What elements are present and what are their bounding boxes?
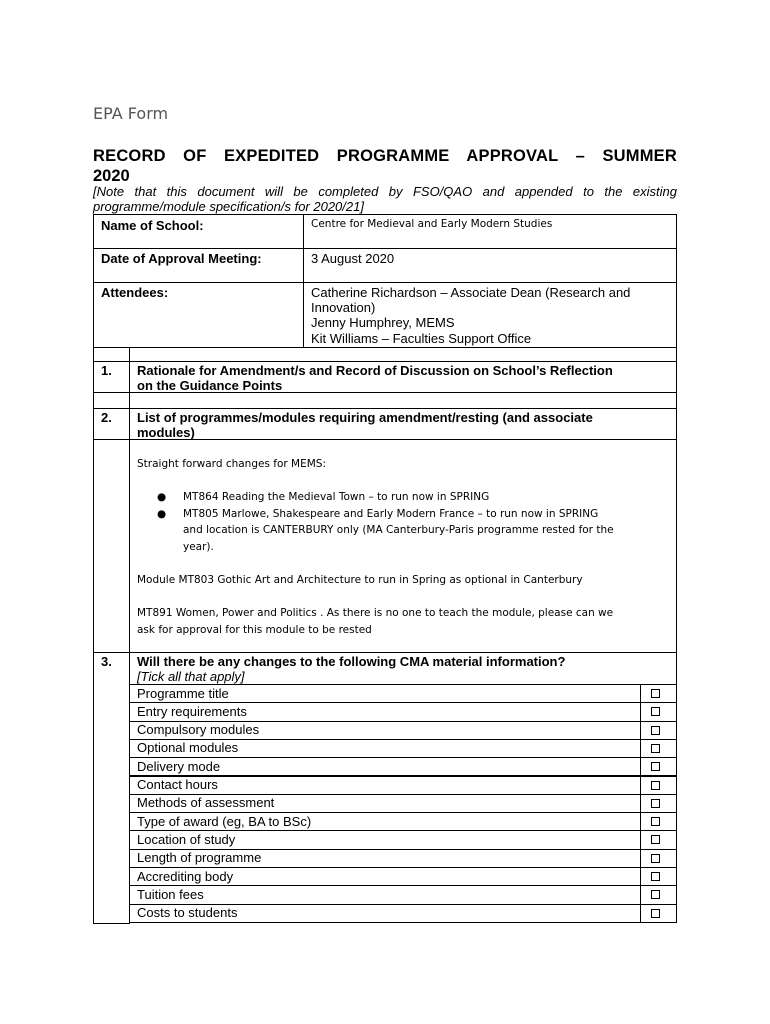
checkbox[interactable]: [651, 762, 660, 771]
checkbox[interactable]: [651, 817, 660, 826]
note-line-1: [Note that this document will be completed by FSO/QAO and appended to the existing: [93, 184, 677, 199]
checkbox[interactable]: [651, 835, 660, 844]
meeting-label: Date of Approval Meeting:: [101, 251, 262, 266]
note-line-2: programme/module specification/s for 2020/21]: [93, 199, 364, 214]
checklist-item-label: Compulsory modules: [137, 722, 260, 738]
list-item-continued: year).: [183, 540, 214, 553]
attendees-line: Jenny Humphrey, MEMS: [311, 315, 455, 330]
section-2-body-cell: [93, 439, 130, 653]
spacer-row: [93, 347, 130, 362]
checklist-item-label: Tuition fees: [137, 886, 204, 902]
checkbox[interactable]: [651, 726, 660, 735]
document-note: [93, 184, 677, 214]
checkbox[interactable]: [651, 890, 660, 899]
section-3-num-cell: [93, 652, 130, 924]
checklist-item-label: Type of award (eg, BA to BSc): [137, 813, 312, 829]
checklist-item-label: Costs to students: [137, 905, 238, 921]
checklist-item-label: Accrediting body: [137, 868, 234, 884]
checkbox[interactable]: [651, 872, 660, 881]
section-2-number: 2.: [101, 410, 112, 425]
attendees-line: Innovation): [311, 300, 376, 315]
section-2-paragraph: MT891 Women, Power and Politics . As there is no one to teach the module, please can we: [137, 607, 614, 619]
checklist-label-cell: [129, 885, 641, 904]
checkbox[interactable]: [651, 689, 660, 698]
list-item-text: MT805 Marlowe, Shakespeare and Early Modern France – to run now in SPRING: [183, 507, 599, 520]
checklist-item-label: Methods of assessment: [137, 795, 275, 811]
section-2-paragraph: ask for approval for this module to be rested: [137, 624, 372, 636]
checklist-item-label: Optional modules: [137, 740, 239, 756]
attendees-line: Catherine Richardson – Associate Dean (Research and: [311, 285, 631, 300]
checklist-item-label: Length of programme: [137, 850, 262, 866]
checklist-item-label: Contact hours: [137, 777, 218, 792]
section-2-paragraph: Module MT803 Gothic Art and Architecture to run in Spring as optional in Canterbury: [137, 574, 583, 586]
section-2-heading: modules): [137, 425, 195, 440]
checklist-item-label: Programme title: [137, 685, 229, 701]
document-title-year: 2020: [93, 167, 130, 185]
checklist-item-label: Delivery mode: [137, 758, 221, 774]
school-value: Centre for Medieval and Early Modern Studies: [311, 218, 553, 230]
attendees-label: Attendees:: [101, 285, 169, 300]
checkbox[interactable]: [651, 909, 660, 918]
checkbox[interactable]: [651, 707, 660, 716]
bullet-icon: ●: [157, 491, 167, 503]
section-1-body-cell: [129, 392, 677, 409]
checkbox[interactable]: [651, 781, 660, 790]
list-item-continued: and location is CANTERBURY only (MA Canterbury-Paris programme rested for the: [183, 524, 614, 536]
list-item: [137, 506, 673, 523]
list-item-text: MT864 Reading the Medieval Town – to run now in SPRING: [183, 491, 490, 503]
attendees-line: Kit Williams – Faculties Support Office: [311, 331, 532, 346]
list-item: [137, 489, 673, 506]
checkbox[interactable]: [651, 854, 660, 863]
section-2-intro: Straight forward changes for MEMS:: [137, 458, 326, 470]
bullet-list: [137, 489, 673, 555]
section-3-instruction: [Tick all that apply]: [137, 669, 245, 684]
spacer-row: [129, 347, 677, 362]
section-3-question: Will there be any changes to the following CMA material information?: [137, 654, 566, 669]
meeting-value: 3 August 2020: [311, 251, 395, 266]
document-title: RECORD OF EXPEDITED PROGRAMME APPROVAL – SUMMER: [93, 147, 677, 165]
bullet-icon: ●: [157, 507, 167, 520]
checklist-item-label: Entry requirements: [137, 703, 247, 719]
checkbox[interactable]: [651, 744, 660, 753]
section-3-number: 3.: [101, 654, 112, 669]
school-label: Name of School:: [101, 218, 204, 233]
section-1-heading: on the Guidance Points: [137, 378, 283, 393]
checklist-item-label: Location of study: [137, 831, 236, 847]
section-1-number: 1.: [101, 363, 112, 378]
section-1-body-cell: [93, 392, 130, 409]
checkbox[interactable]: [651, 799, 660, 808]
section-2-heading: List of programmes/modules requiring amendment/resting (and associate: [137, 410, 593, 425]
form-label: EPA Form: [93, 104, 169, 123]
section-1-heading: Rationale for Amendment/s and Record of Discussion on School’s Reflection: [137, 363, 613, 378]
